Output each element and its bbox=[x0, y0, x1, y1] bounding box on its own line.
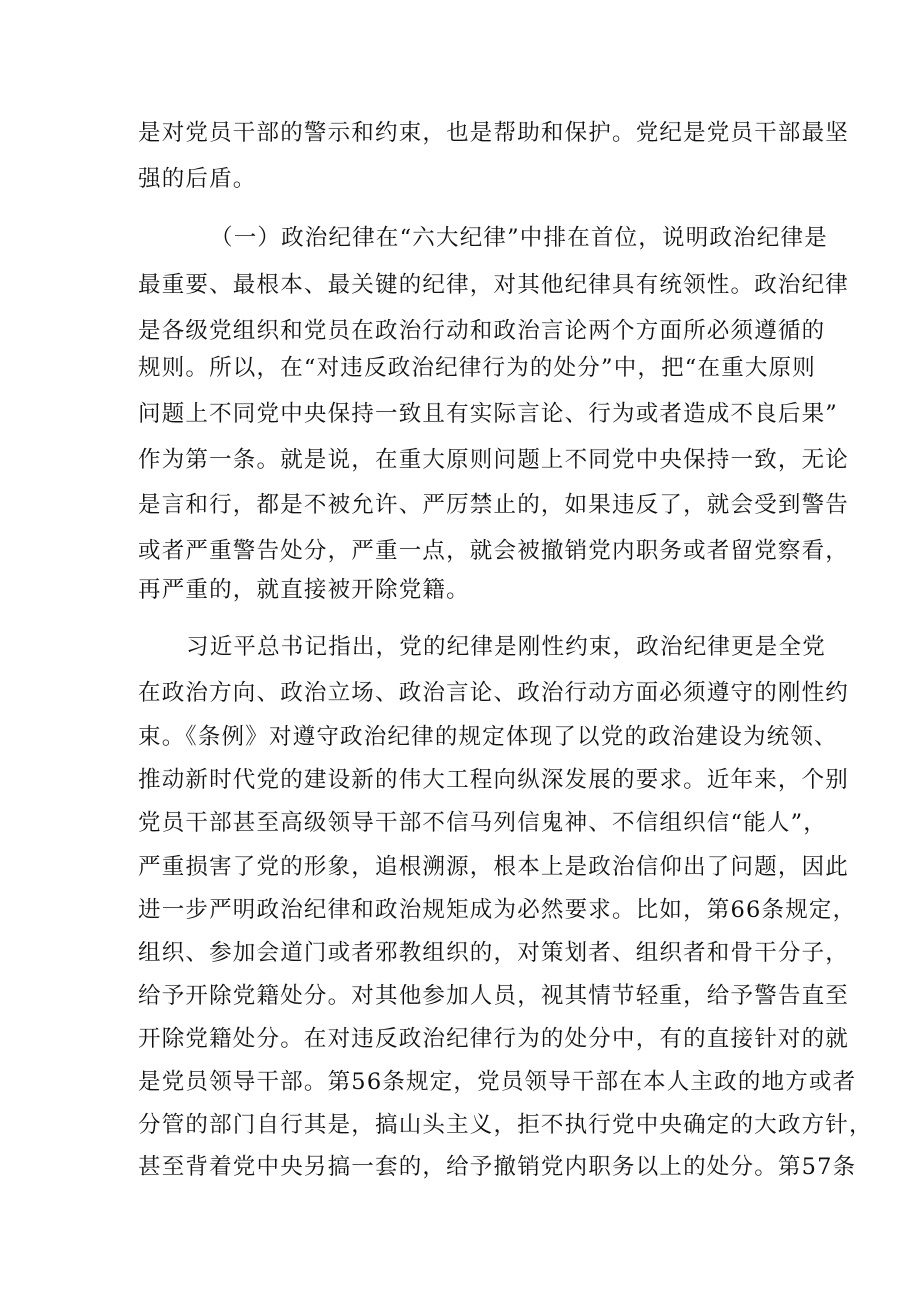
text-line: 党员干部甚至高级领导干部不信马列信鬼神、不信组织信“能人”， bbox=[138, 810, 828, 836]
text-line: 是党员领导干部。第56条规定，党员领导干部在本人主政的地方或者 bbox=[138, 1069, 857, 1095]
text-line: 推动新时代党的建设新的伟大工程向纵深发展的要求。近年来，个别 bbox=[138, 767, 850, 793]
text-line: 是各级党组织和党员在政治行动和政治言论两个方面所必须遵循的 bbox=[138, 318, 826, 344]
text-line: 开除党籍处分。在对违反政治纪律行为的处分中，有的直接针对的就 bbox=[138, 1026, 850, 1052]
text-line: 再严重的，就直接被开除党籍。 bbox=[138, 577, 470, 603]
text-line: 在政治方向、政治立场、政治言论、政治行动方面必须遵守的刚性约 bbox=[138, 680, 850, 706]
text-line: 规则。所以，在“对违反政治纪律行为的处分”中，把“在重大原则 bbox=[138, 355, 817, 381]
text-line: 进一步严明政治纪律和政治规矩成为必然要求。比如，第66条规定， bbox=[138, 897, 857, 923]
text-line: 分管的部门自行其是，搞山头主义，拒不执行党中央确定的大政方针， bbox=[138, 1112, 873, 1138]
text-line: 是对党员干部的警示和约束，也是帮助和保护。党纪是党员干部最坚 bbox=[138, 120, 850, 146]
text-line: 问题上不同党中央保持一致且有实际言论、行为或者造成不良后果” bbox=[138, 401, 839, 427]
paragraph-start: 习近平总书记指出，党的纪律是刚性约束，政治纪律更是全党 bbox=[186, 634, 826, 660]
text-line: 严重损害了党的形象，追根溯源，根本上是政治信仰出了问题，因此 bbox=[138, 854, 850, 880]
text-line: 是言和行，都是不被允许、严厉禁止的，如果违反了，就会受到警告 bbox=[138, 492, 850, 518]
text-line: 最重要、最根本、最关键的纪律，对其他纪律具有统领性。政治纪律 bbox=[138, 272, 850, 298]
text-line: 组织、参加会道门或者邪教组织的，对策划者、组织者和骨干分子， bbox=[138, 940, 850, 966]
text-line: 甚至背着党中央另搞一套的，给予撤销党内职务以上的处分。第57条 bbox=[138, 1154, 857, 1180]
text-line: 作为第一条。就是说，在重大原则问题上不同党中央保持一致，无论 bbox=[138, 447, 850, 473]
text-line: 给予开除党籍处分。对其他参加人员，视其情节轻重，给予警告直至 bbox=[138, 983, 850, 1009]
text-line: 或者严重警告处分，严重一点，就会被撤销党内职务或者留党察看， bbox=[138, 538, 850, 564]
text-line: 强的后盾。 bbox=[138, 166, 257, 192]
text-line: 束。《条例》对遵守政治纪律的规定体现了以党的政治建设为统领、 bbox=[138, 724, 838, 750]
paragraph-heading: （一）政治纪律在“六大纪律”中排在首位，说明政治纪律是 bbox=[210, 225, 828, 251]
